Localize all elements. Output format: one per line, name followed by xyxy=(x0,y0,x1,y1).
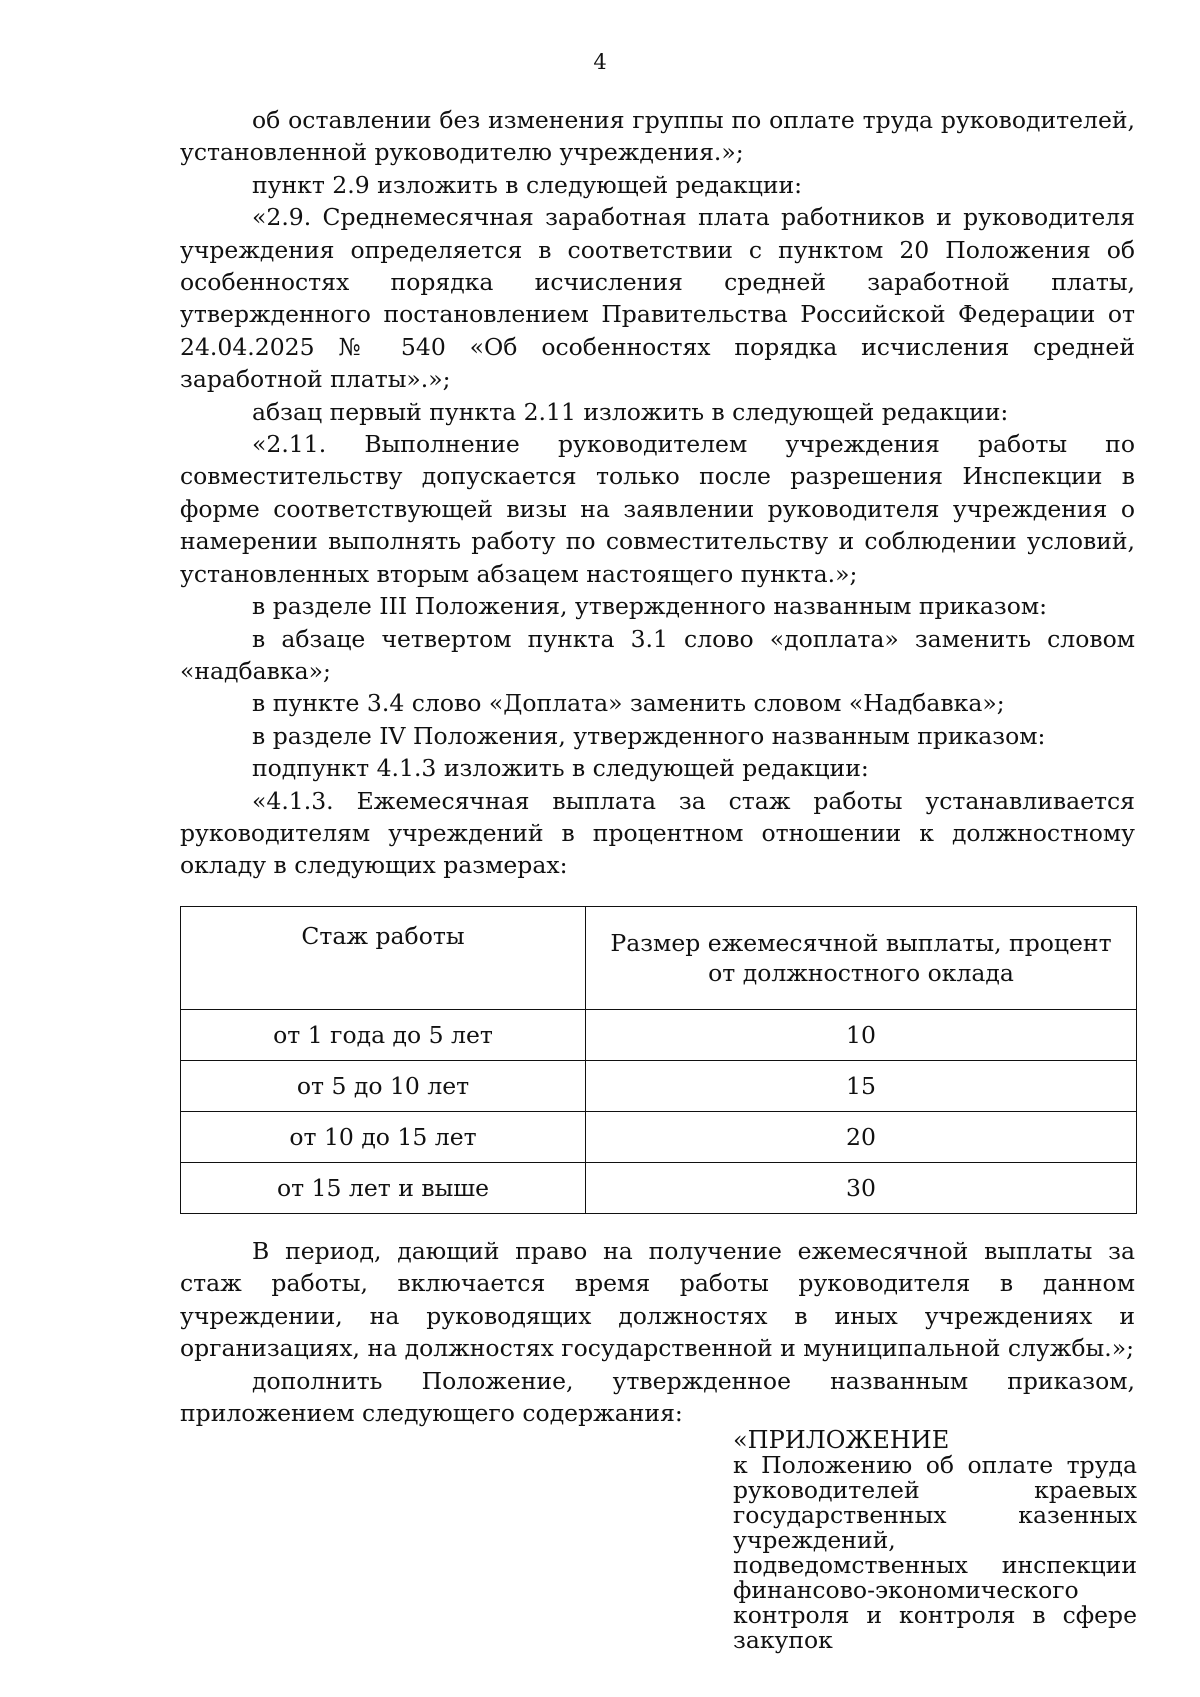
seniority-table xyxy=(180,906,1137,1214)
paragraph: подпункт 4.1.3 изложить в следующей редакции: xyxy=(252,754,869,783)
paragraph: в разделе III Положения, утвержденного названным приказом: xyxy=(252,592,1048,621)
appendix-heading-block xyxy=(733,1428,1137,1653)
table-cell: 15 xyxy=(586,1061,1137,1112)
table-cell: от 15 лет и выше xyxy=(181,1163,586,1214)
paragraph: об оставлении без изменения группы по оплате труда руководителей, установленной руководителю учреждения.»; xyxy=(180,106,1135,167)
seniority-table-container xyxy=(180,906,1137,1214)
paragraph: «2.11. Выполнение руководителем учреждения работы по совместительству допускается только после разрешения Инспекции в форме соответствующей визы на заявлении руководителя учреждения о намерении выполнять работу по совместительству и соблюдении условий, установленных вторым абзацем настоящего пункта.»; xyxy=(180,430,1135,588)
table-cell: от 1 года до 5 лет xyxy=(181,1010,586,1061)
appendix-title: «ПРИЛОЖЕНИЕ xyxy=(733,1426,950,1454)
paragraph: «2.9. Среднемесячная заработная плата работников и руководителя учреждения определяется в соответствии с пунктом 20 Положения об особенностях порядка исчисления средней заработной платы, утвержденного постановлением Правительства Российской Федерации от 24.04.2025 № 540 «Об особенностях порядка исчисления средней заработной платы».»; xyxy=(180,203,1135,394)
paragraph: в разделе IV Положения, утвержденного названным приказом: xyxy=(252,721,1046,750)
table-cell: от 10 до 15 лет xyxy=(181,1112,586,1163)
table-header-cell: Стаж работы xyxy=(181,907,586,1010)
appendix-caption: к Положению об оплате труда руководителей краевых государственных казенных учреждений, подведомственных инспекции финансово-экономического контроля и контроля в сфере закупок xyxy=(733,1451,1137,1654)
table-cell: 10 xyxy=(586,1010,1137,1061)
table-cell: 30 xyxy=(586,1163,1137,1214)
page-number: 4 xyxy=(593,50,607,74)
table-row xyxy=(181,1010,1137,1061)
paragraph: в пункте 3.4 слово «Доплата» заменить словом «Надбавка»; xyxy=(252,689,1005,718)
table-header-row xyxy=(181,907,1137,1010)
table-cell: 20 xyxy=(586,1112,1137,1163)
table-row xyxy=(181,1112,1137,1163)
paragraph: абзац первый пункта 2.11 изложить в следующей редакции: xyxy=(252,397,1009,426)
paragraph: в абзаце четвертом пункта 3.1 слово «доплата» заменить словом «надбавка»; xyxy=(180,624,1135,685)
table-row xyxy=(181,1061,1137,1112)
document-body xyxy=(180,104,1135,882)
paragraph: дополнить Положение, утвержденное названным приказом, приложением следующего содержания: xyxy=(180,1366,1135,1428)
table-row xyxy=(181,1163,1137,1214)
paragraph: «4.1.3. Ежемесячная выплата за стаж работы устанавливается руководителям учреждений в процентном отношении к должностному окладу в следующих размерах: xyxy=(180,786,1135,880)
paragraph: В период, дающий право на получение ежемесячной выплаты за стаж работы, включается время работы руководителя в данном учреждении, на руководящих должностях в иных учреждениях и организациях, на должностях государственной и муниципальной службы.»; xyxy=(180,1237,1135,1363)
paragraph: пункт 2.9 изложить в следующей редакции: xyxy=(252,170,803,199)
document-body-continued xyxy=(180,1235,1135,1429)
table-header-cell: Размер ежемесячной выплаты, процент от должностного оклада xyxy=(586,907,1137,1010)
table-cell: от 5 до 10 лет xyxy=(181,1061,586,1112)
